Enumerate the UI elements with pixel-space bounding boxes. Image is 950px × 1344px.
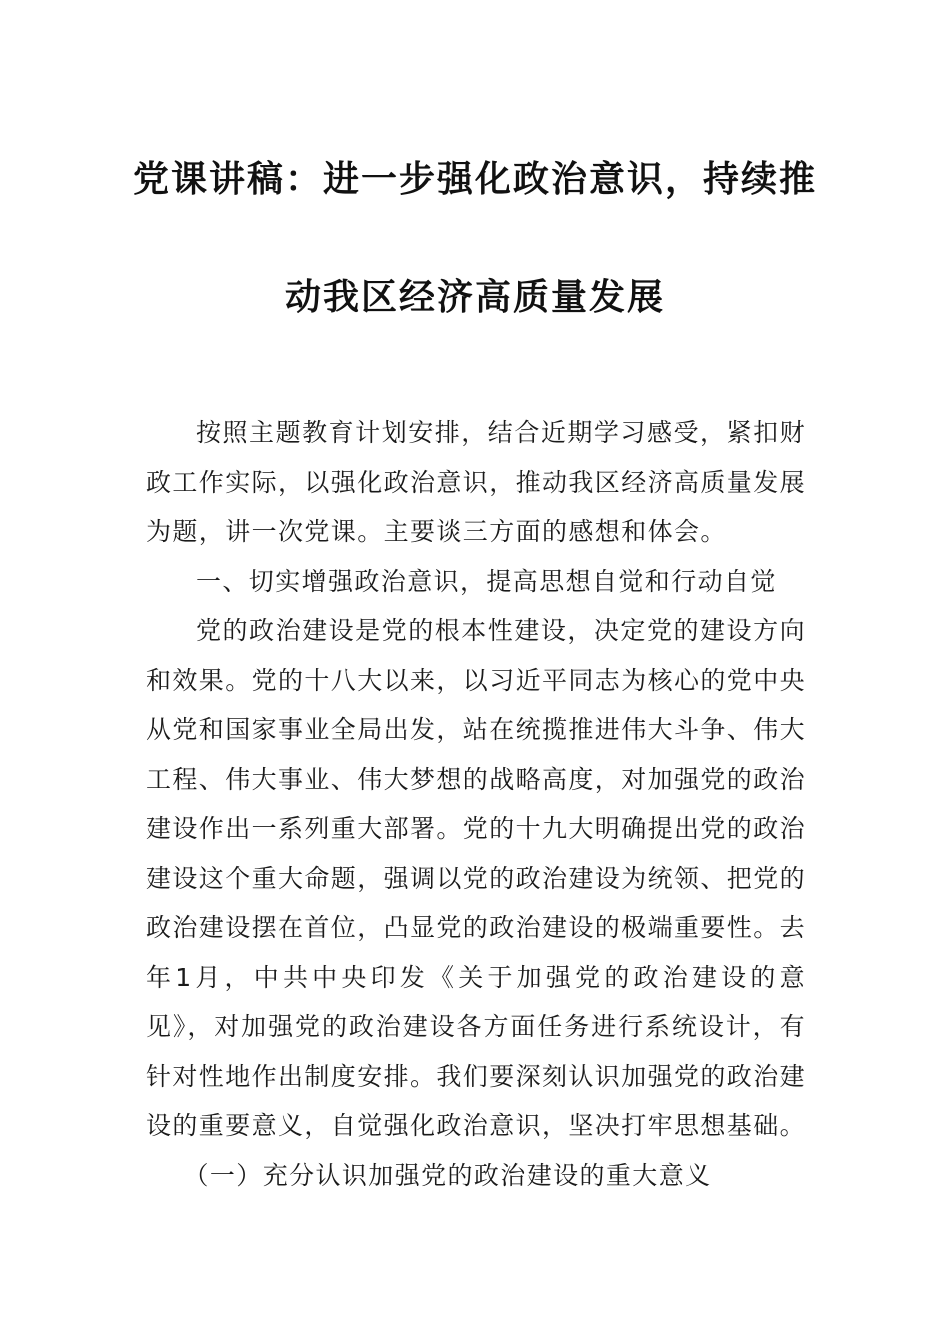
document-title-line-2: 动我区经济高质量发展 — [284, 277, 665, 318]
document-title-line-1: 党课讲稿：进一步强化政治意识，持续推 — [132, 159, 817, 200]
document-body — [146, 408, 806, 1200]
section-heading-1: 一、切实增强政治意识，提高思想自觉和行动自觉 — [196, 566, 777, 596]
subsection-heading-1: （一）充分认识加强党的政治建设的重大意义 — [183, 1160, 712, 1190]
body-paragraph: 党的政治建设是党的根本性建设，决定党的建设方向和效果。党的十八大以来，以习近平同志为核心的党中央从党和国家事业全局出发，站在统揽推进伟大斗争、伟大工程、伟大事业、伟大梦想的战略高度，对加强党的政治建设作出一系列重大部署。党的十九大明确提出党的政治建设这个重大命题，强调以党的政治建设为统领、把党的政治建设摆在首位，凸显党的政治建设的极端重要性。去年1月，中共中央印发《关于加强党的政治建设的意见》，对加强党的政治建设各方面任务进行系统设计，有针对性地作出制度安排。我们要深刻认识加强党的政治建设的重要意义，自觉强化政治意识，坚决打牢思想基础。 — [146, 616, 807, 1140]
intro-paragraph: 按照主题教育计划安排，结合近期学习感受，紧扣财政工作实际，以强化政治意识，推动我区经济高质量发展为题，讲一次党课。主要谈三方面的感想和体会。 — [146, 418, 807, 546]
